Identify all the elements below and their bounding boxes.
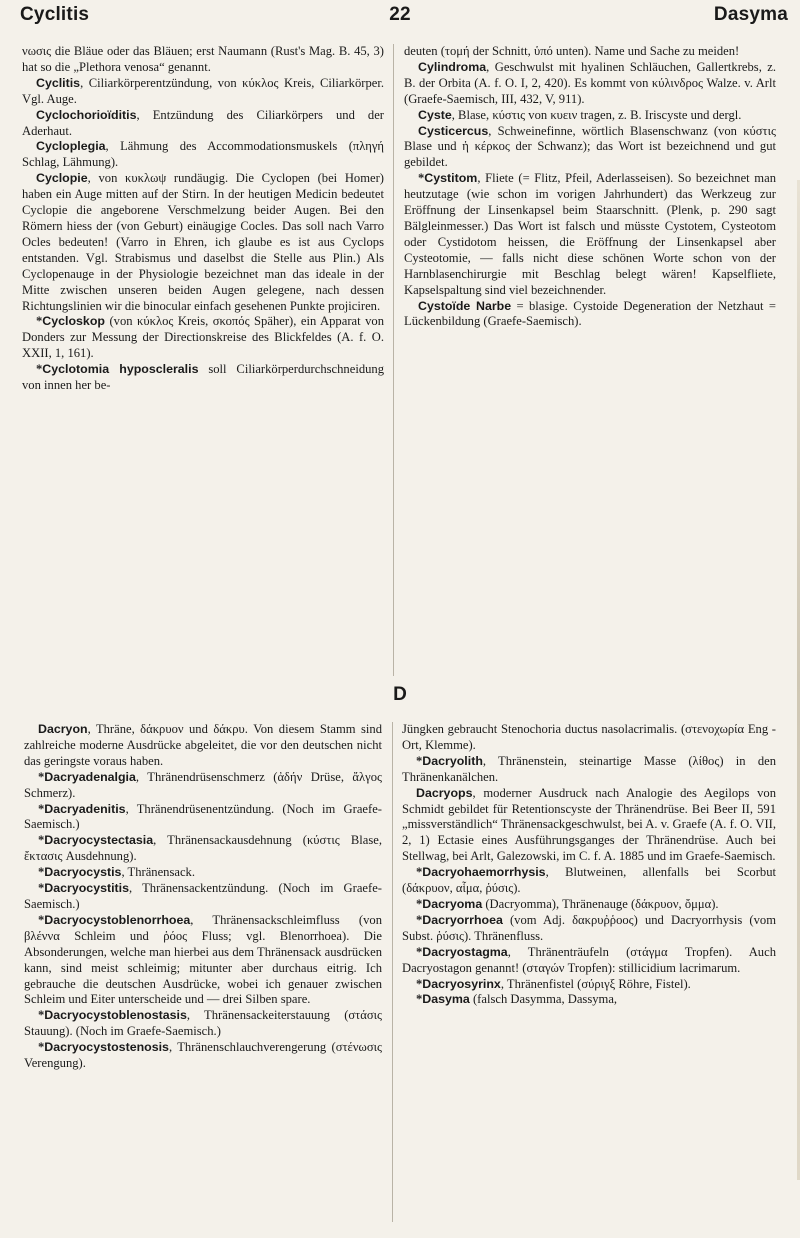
entry-text: , Thränenstein, steinartige Masse (λίθος) in den Thränenkanälchen.	[402, 753, 776, 784]
dictionary-entry	[22, 108, 384, 140]
entry-text: soll Ciliarkörperdurchschneidung von innen her be-	[22, 362, 385, 393]
dictionary-entry	[24, 913, 382, 1008]
entry-text: = blasige. Cystoide Degeneration der Netzhaut = Lückenbildung (Graefe-Saemisch).	[404, 298, 776, 329]
entry-text: Jüngken gebraucht Stenochoria ductus nasolacrimalis. (στενοχωρία Eng - Ort, Klemme).	[402, 722, 776, 752]
column-top-left	[22, 44, 384, 394]
asterisk-marker: *	[416, 992, 423, 1007]
dictionary-entry	[24, 802, 382, 834]
dictionary-entry	[402, 865, 776, 897]
asterisk-marker: *	[38, 1008, 45, 1023]
column-rule-bottom	[392, 722, 393, 1222]
entry-headword: Dacryorrhoea	[422, 912, 503, 927]
entry-headword: Dacryadenitis	[44, 801, 126, 816]
entry-text: , Thränenfistel (σύριγξ Röhre, Fistel).	[500, 976, 691, 991]
entry-headword: Dacryon	[38, 722, 88, 736]
dictionary-entry	[402, 786, 776, 866]
entry-headword: Cyclitis	[36, 75, 81, 90]
dictionary-entry	[24, 722, 382, 770]
entry-headword: Dacryostagma	[422, 944, 508, 959]
dictionary-entry	[22, 314, 384, 362]
entry-headword: Cyclopie	[36, 171, 88, 186]
dictionary-entry	[402, 754, 776, 786]
running-head-right: Dasyma	[713, 4, 788, 25]
entry-text: deuten (τομή der Schnitt, ὑπό unten). Name und Sache zu meiden!	[404, 44, 740, 58]
entry-text: (Dacryomma), Thränenauge (δάκρυον, ὄμμα).	[482, 896, 719, 911]
asterisk-marker: *	[38, 865, 45, 880]
dictionary-entry	[24, 1008, 382, 1040]
entry-text: , Thränenträufeln (στάγμα Tropfen). Auch Dacryostagon genannt! (σταγών Tropfen): stillicidium lacrimarum.	[402, 944, 776, 975]
section-letter: D	[393, 684, 407, 705]
dictionary-entry	[402, 722, 776, 754]
dictionary-entry	[404, 171, 776, 298]
entry-text: νωσις die Bläue oder das Bläuen; erst Naumann (Rust's Mag. B. 45, 3) hat so die „Plethora venosa“ genannt.	[22, 44, 384, 74]
entry-text: , Thränenschlauchverengerung (στένωσις Verengung).	[24, 1040, 382, 1071]
asterisk-marker: *	[418, 171, 425, 186]
entry-text: , Entzündung des Ciliarkörpers und der Aderhaut.	[22, 107, 384, 138]
entry-headword: Dacryops	[416, 785, 473, 800]
entry-text: , Thränensackentzündung. (Noch im Graefe-Saemisch.)	[24, 881, 382, 911]
entry-text: (von κύκλος Kreis, σκοπός Späher), ein Apparat von Donders zur Messung der Directionskreise des Blickfeldes (A. f. O. XXII, 1, 161).	[22, 314, 384, 361]
column-bottom-left	[24, 722, 382, 1072]
entry-headword: Dacryosyrinx	[422, 976, 501, 991]
asterisk-marker: *	[416, 865, 423, 880]
dictionary-entry	[22, 171, 384, 314]
asterisk-marker: *	[38, 1040, 45, 1055]
dictionary-entry	[404, 108, 776, 124]
dictionary-entry	[24, 865, 382, 881]
asterisk-marker: *	[38, 769, 45, 784]
column-rule-top	[393, 44, 394, 676]
dictionary-entry	[24, 833, 382, 865]
entry-headword: Dacryocystis	[44, 865, 122, 880]
entry-headword: Cysticercus	[418, 123, 489, 138]
entry-headword: Cycloskop	[42, 314, 105, 329]
dictionary-entry	[404, 299, 776, 331]
entry-headword: Dacryadenalgia	[44, 769, 136, 784]
asterisk-marker: *	[416, 753, 423, 768]
dictionary-entry	[24, 1040, 382, 1072]
dictionary-entry	[402, 977, 776, 993]
asterisk-marker: *	[36, 314, 43, 329]
entry-headword: Dacryocystoblenostasis	[44, 1008, 187, 1023]
dictionary-entry	[402, 913, 776, 945]
asterisk-marker: *	[416, 912, 423, 927]
entry-text: , Thränendrüsenschmerz (ἀδήν Drüse, ἄλγος Schmerz).	[24, 769, 382, 800]
dictionary-entry	[22, 362, 384, 394]
dictionary-entry	[402, 945, 776, 977]
entry-text: , von κυκλωψ rundäugig. Die Cyclopen (bei Homer) haben ein Auge mitten auf der Stirn. In der heutigen Medicin bedeutet Cyclopie die angeborene Verschmelzung beider Augen. Bei den Römern hiess der (von Geburt) einäugige Cocles. Das soll nach Varro Ocles bedeuten! (Varro in Ehren, ich glaube es ist aus Cyclops entstanden. Vgl. Strabismus und daselbst die Stelle aus Plin.) Als Cyclopenauge in der Physiologie bezeichnet man das ideale in der Mitte zwischen unseren beiden Augen gelegene, nach dessen Richtungslinien wir die binocular einfach gesehenen Punkte projiciren.	[22, 171, 384, 313]
asterisk-marker: *	[38, 833, 45, 848]
column-top-right	[404, 44, 776, 330]
entry-headword: Cyste	[418, 107, 452, 122]
dictionary-entry	[402, 992, 776, 1008]
entry-text: (falsch Dasymma, Dassyma,	[469, 992, 618, 1007]
entry-headword: Dacryolith	[422, 753, 483, 768]
entry-text: , Geschwulst mit hyalinen Schläuchen, Gallertkrebs, z. B. der Orbita (A. f. O. I, 2, 420). Es kommt von κύλινδρος Walze. v. Arlt (Graefe-Saemisch, III, 432, V, 911).	[404, 59, 776, 106]
asterisk-marker: *	[416, 944, 423, 959]
entry-headword: Cylindroma	[418, 59, 487, 74]
asterisk-marker: *	[416, 976, 423, 991]
asterisk-marker: *	[36, 362, 43, 377]
entry-text: (vom Adj. δακρυῤῥοος) und Dacryorrhysis (vom Subst. ῥύσις). Thränenfluss.	[402, 912, 776, 943]
entry-headword: Cyclotomia hyposcleralis	[42, 362, 199, 377]
dictionary-entry	[404, 60, 776, 108]
entry-text: , Thränensackschleimfluss (von βλέννα Schleim und ῥόος Fluss; vgl. Blenorrhoea). Die Absonderungen, welche man hierbei aus dem Thränensack ausdrücken kann, sind meist schleimig; mitunter aber durchaus eitrig. Ich gebrauche die deutschen Ausdrücke, wobei ich genauer zwischen Schleim und Eiter unterscheide und — drei Silben spare.	[24, 912, 382, 1007]
entry-headword: Dasyma	[422, 992, 470, 1007]
entry-text: , Thränendrüsenentzündung. (Noch im Graefe-Saemisch.)	[24, 801, 382, 832]
entry-headword: Dacryocystectasia	[44, 833, 154, 848]
entry-text: , Thräne, δάκρυον und δάκρυ. Von diesem Stamm sind zahlreiche moderne Ausdrücke abgeleitet, die vor den deutschen nicht das geringste voraus haben.	[24, 722, 382, 768]
entry-text: , Blutweinen, allenfalls bei Scorbut (δάκρυον, αἷμα, ῥύσις).	[402, 865, 776, 896]
column-bottom-right	[402, 722, 776, 1008]
entry-headword: Cystoïde Narbe	[418, 298, 512, 313]
entry-headword: Cycloplegia	[36, 139, 106, 154]
entry-text: , moderner Ausdruck nach Analogie des Aegilops von Schmidt gebildet für Retentionscyste der Thränendrüse. Bei Beer II, 591 „missverständlich“ Thränensackgeschwulst, bei A. v. Graefe (A. f. O. VII, 2, 1) Ectasie eines Ausführungsganges der Thränendrüse. Auch bei Stellwag, bei Arlt, Galezowski, im C. f. A. 1885 und im Graefe-Saemisch.	[402, 785, 776, 864]
dictionary-entry	[22, 44, 384, 76]
asterisk-marker: *	[38, 801, 45, 816]
page-number: 22	[389, 4, 411, 25]
entry-headword: Cyclochorioïditis	[36, 107, 137, 122]
dictionary-entry	[22, 76, 384, 108]
entry-headword: Dacryocystitis	[44, 881, 130, 896]
entry-text: , Thränensack.	[121, 865, 196, 880]
asterisk-marker: *	[38, 881, 45, 896]
page-header	[0, 0, 800, 44]
entry-text: , Thränensackausdehnung (κύστις Blase, ἔκτασις Ausdehnung).	[24, 833, 382, 864]
dictionary-entry	[22, 139, 384, 171]
entry-headword: Dacryoma	[422, 896, 483, 911]
entry-text: , Fliete (= Flitz, Pfeil, Aderlasseisen). So bezeichnet man heutzutage (wie schon im vorigen Jahrhundert) das Werkzeug zur Eröffnung der Linsenkapsel beim Staarschnitt. (Plenk, p. 290 sagt Bälgleinmesser.) Das Wort ist falsch und müsste Cystotem, Cysteotom oder Cystidotom heissen, die Eröffnung der Linsenkapsel aber Cysteotomie, — falls nicht diese schönen Worte schon von der Harnblasenchirurgie mit Beschlag belegt wären! Kapselfliete, Kapselspaltung sind viel bezeichnender.	[404, 171, 776, 297]
entry-headword: Cystitom	[424, 171, 478, 186]
dictionary-entry	[24, 770, 382, 802]
dictionary-entry	[404, 124, 776, 172]
dictionary-entry	[402, 897, 776, 913]
entry-headword: Dacryocystostenosis	[44, 1040, 169, 1055]
entry-text: , Ciliarkörperentzündung, von κύκλος Kreis, Ciliarkörper. Vgl. Auge.	[22, 75, 384, 106]
running-head-left: Cyclitis	[20, 4, 90, 25]
entry-text: , Thränensackeiterstauung (στάσις Stauung). (Noch im Graefe-Saemisch.)	[24, 1008, 382, 1039]
entry-text: , Lähmung des Accommodationsmuskels (πληγή Schlag, Lähmung).	[22, 139, 384, 170]
dictionary-entry	[24, 881, 382, 913]
dictionary-entry	[404, 44, 776, 60]
entry-headword: Dacryohaemorrhysis	[422, 865, 546, 880]
asterisk-marker: *	[416, 896, 423, 911]
asterisk-marker: *	[38, 912, 45, 927]
entry-text: , Blase, κύστις von κυειν tragen, z. B. Iriscyste und dergl.	[451, 107, 742, 122]
entry-headword: Dacryocystoblenorrhoea	[44, 912, 191, 927]
entry-text: , Schweinefinne, wörtlich Blasenschwanz (von κύστις Blase und ἡ κέρκος der Schwanz); das Wort ist bezeichnend und gut gebildet.	[404, 123, 776, 170]
